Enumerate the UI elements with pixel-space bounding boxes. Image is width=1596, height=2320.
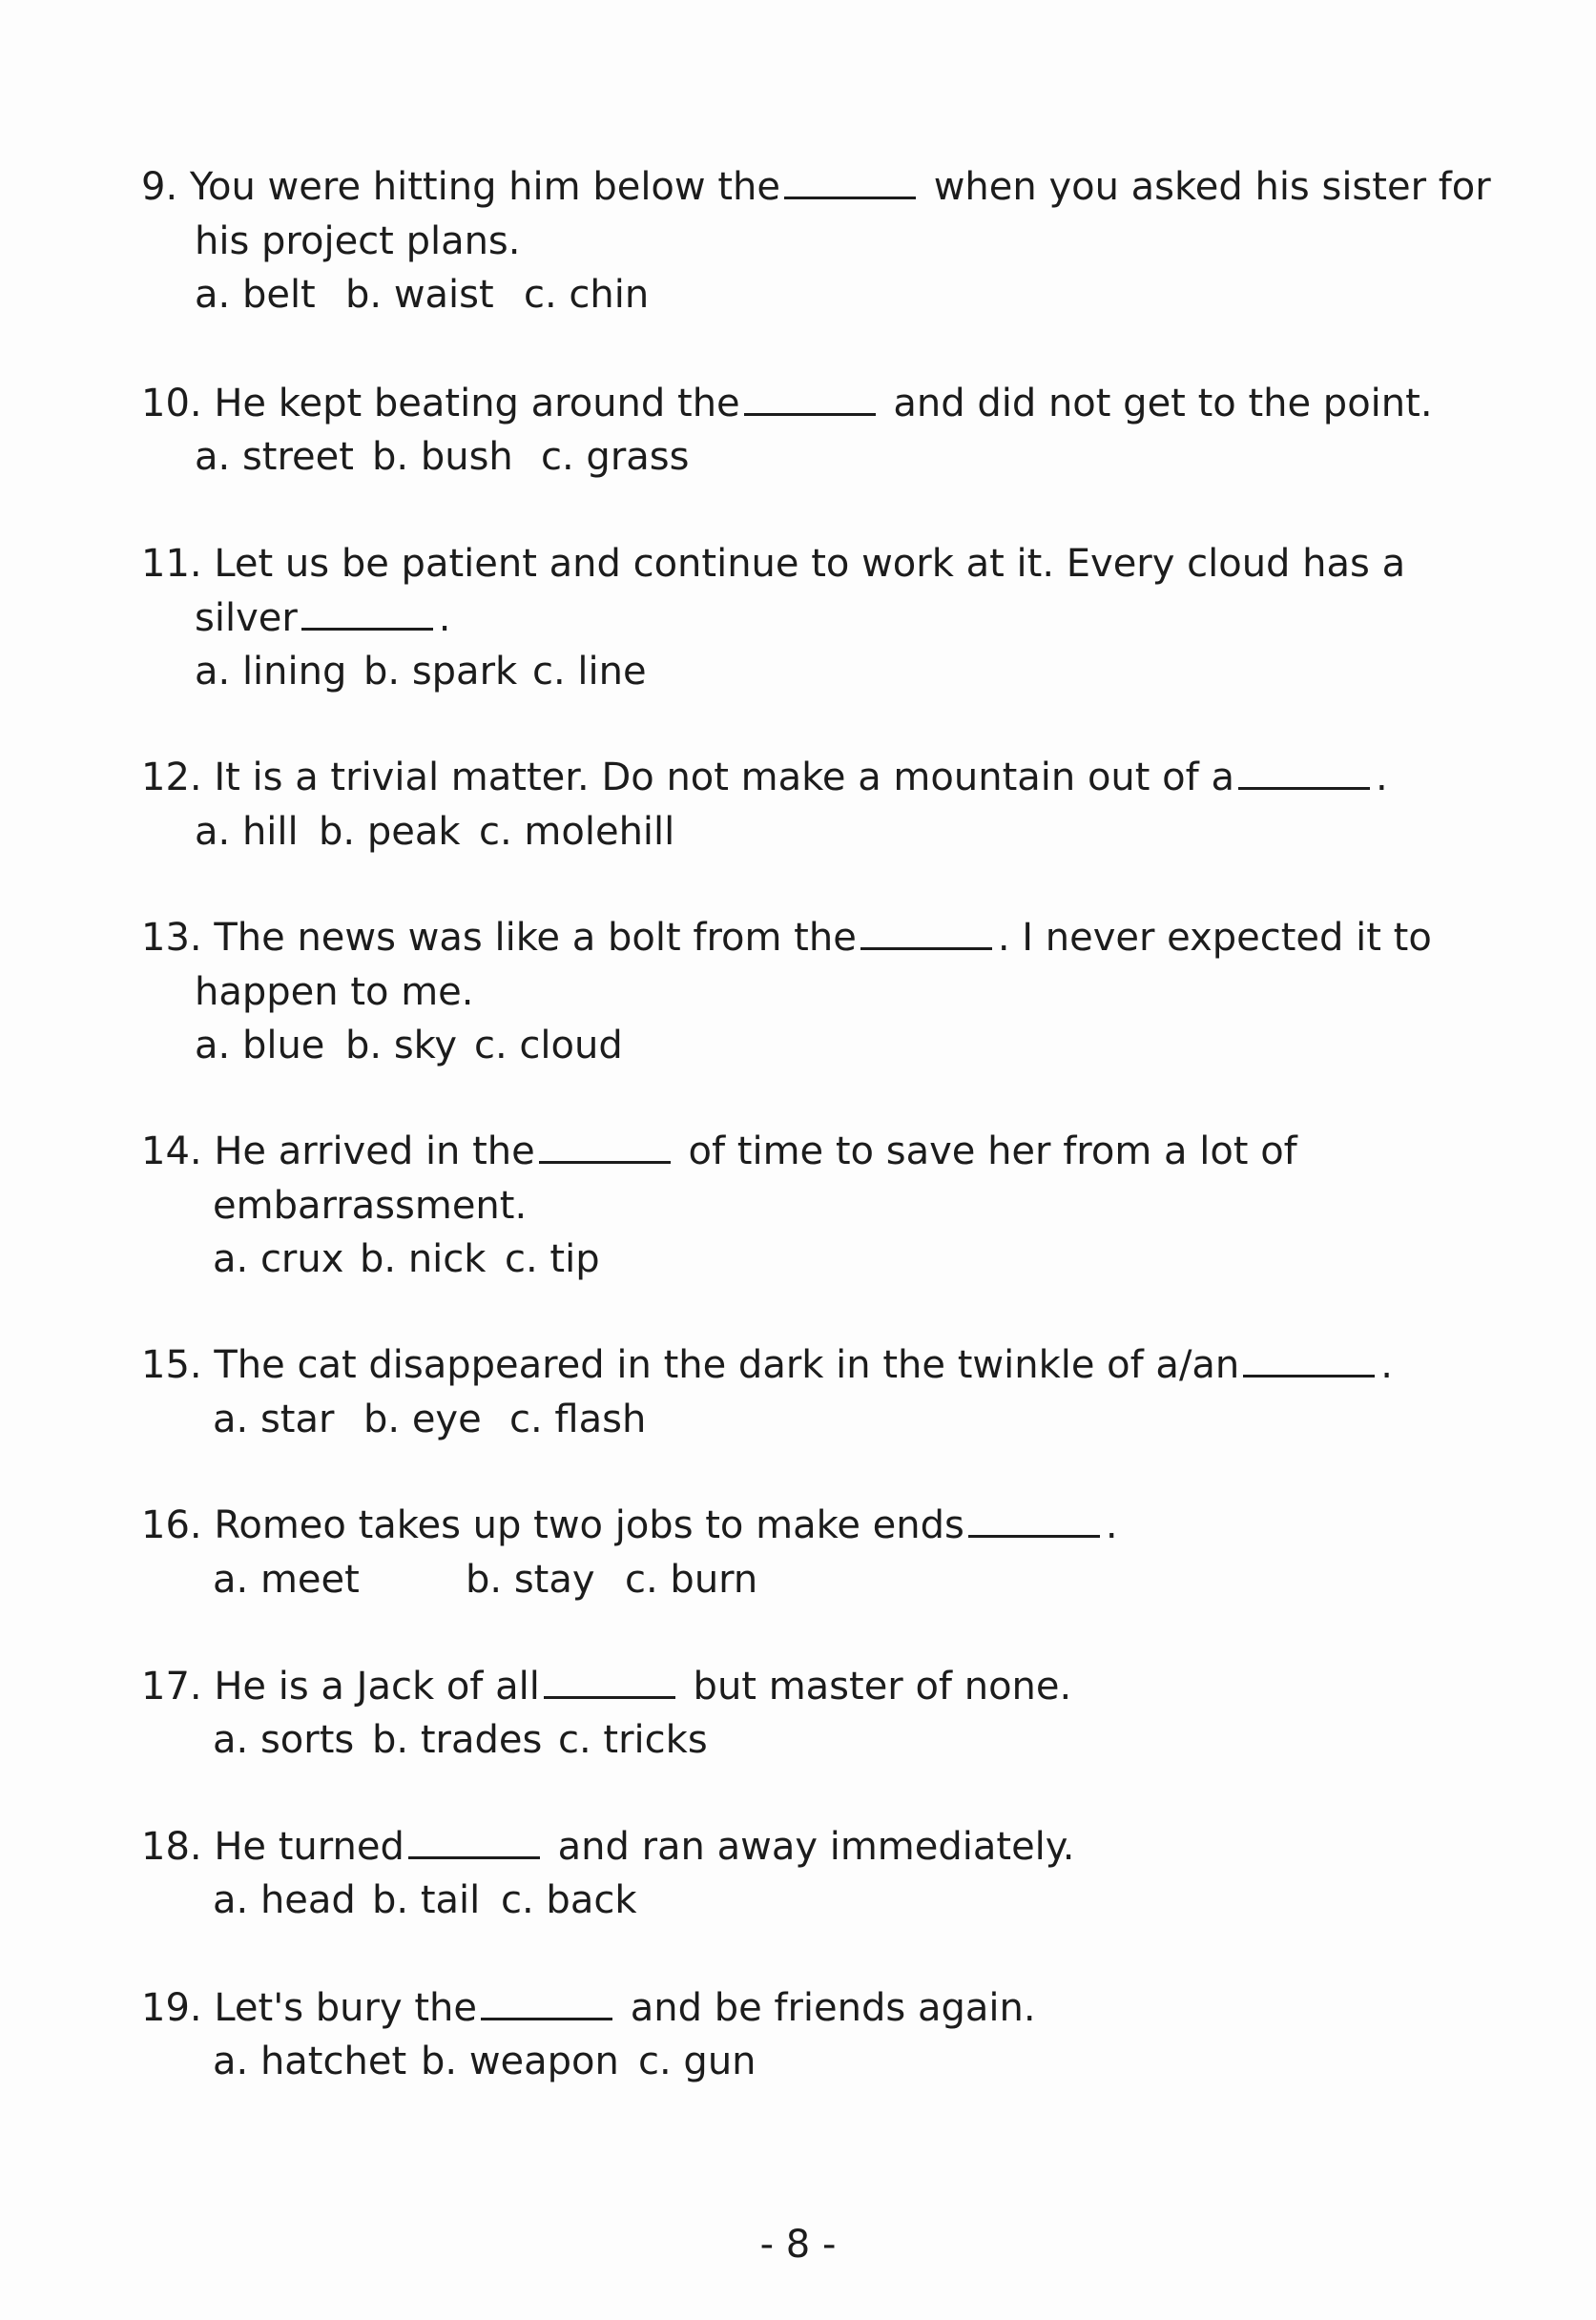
option-c[interactable]: c. line [532,650,647,694]
option-c[interactable]: c. tricks [558,1718,708,1762]
option-b[interactable]: b. trades [372,1718,543,1762]
question-text [141,377,1433,431]
question-number: 11. [141,542,202,586]
question-stem: He kept beating around the [214,382,740,425]
question-stem: Let's bury the [214,1986,477,2030]
question-stem-end: . [1380,1343,1394,1387]
answer-blank[interactable] [408,1822,540,1859]
question-number: 16. [141,1503,202,1547]
question-number: 18. [141,1825,202,1869]
option-c[interactable]: c. gun [638,2040,757,2083]
question-number: 17. [141,1665,202,1709]
question-continuation [195,591,451,646]
option-a[interactable]: a. hatchet [213,2040,407,2083]
question-stem-end: . I never expected it to [997,916,1432,960]
option-c[interactable]: c. chin [524,273,650,317]
question-stem: You were hitting him below the [189,165,780,209]
option-c[interactable]: c. molehill [479,810,675,854]
option-c[interactable]: c. cloud [474,1024,623,1067]
question-stem-end: and ran away immediately. [557,1825,1075,1869]
question-stem-end: . [1105,1503,1118,1547]
question-text [141,1660,1071,1714]
option-a[interactable]: a. sorts [213,1718,355,1762]
option-b[interactable]: b. stay [466,1558,595,1602]
question-number: 9. [141,165,178,209]
option-b[interactable]: b. weapon [421,2040,619,2083]
question-text [141,751,1388,805]
question-text [141,1499,1118,1553]
option-a[interactable]: a. hill [195,810,299,854]
answer-blank[interactable] [744,379,876,416]
answer-blank[interactable] [539,1127,671,1164]
question-continuation: happen to me. [195,970,474,1014]
answer-blank[interactable] [860,913,992,950]
option-a[interactable]: a. belt [195,273,316,317]
answer-blank[interactable] [784,162,916,199]
question-stem-end: and be friends again. [630,1986,1036,2030]
question-stem: He arrived in the [214,1129,535,1173]
page-number: - 8 - [759,2223,837,2267]
question-stem: He is a Jack of all [214,1665,540,1709]
option-c[interactable]: c. burn [625,1558,758,1602]
option-a[interactable]: a. lining [195,650,347,694]
question-number: 19. [141,1986,202,2030]
answer-blank[interactable] [1238,753,1370,790]
question-stem: Let us be patient and continue to work at it. Every cloud has a [214,542,1406,586]
option-b[interactable]: b. waist [345,273,494,317]
question-stem-end: but master of none. [693,1665,1072,1709]
question-stem-end: of time to save her from a lot of [688,1129,1297,1173]
question-continuation: embarrassment. [213,1184,528,1228]
question-text [141,911,1432,965]
option-c[interactable]: c. grass [541,435,690,479]
question-text [141,1125,1297,1179]
question-continuation: his project plans. [195,219,521,263]
option-b[interactable]: b. tail [372,1878,481,1922]
option-a[interactable]: a. blue [195,1024,325,1067]
question-number: 15. [141,1343,202,1387]
answer-blank[interactable] [1243,1340,1375,1378]
answer-blank[interactable] [968,1501,1100,1538]
option-b[interactable]: b. peak [319,810,461,854]
option-b[interactable]: b. sky [345,1024,458,1067]
option-b[interactable]: b. eye [363,1398,482,1441]
question-stem-end: . [438,596,451,640]
option-b[interactable]: b. nick [360,1237,487,1281]
question-stem: Romeo takes up two jobs to make ends [214,1503,964,1547]
question-text [141,537,1405,591]
option-a[interactable]: a. street [195,435,354,479]
answer-blank[interactable] [544,1662,675,1699]
answer-blank[interactable] [481,1983,612,2020]
question-stem-end: . [1375,756,1388,799]
question-stem: It is a trivial matter. Do not make a mountain out of a [214,756,1234,799]
question-stem-end: when you asked his sister for [933,165,1491,209]
option-c[interactable]: c. tip [505,1237,600,1281]
option-a[interactable]: a. head [213,1878,356,1922]
option-a[interactable]: a. crux [213,1237,344,1281]
option-b[interactable]: b. bush [372,435,513,479]
question-stem: He turned [214,1825,404,1869]
question-text [141,1820,1074,1875]
question-number: 13. [141,916,202,960]
question-number: 14. [141,1129,202,1173]
question-stem-cont: silver [195,596,298,640]
option-b[interactable]: b. spark [363,650,518,694]
question-stem-end: and did not get to the point. [893,382,1433,425]
option-c[interactable]: c. flash [509,1398,647,1441]
question-stem: The cat disappeared in the dark in the twinkle of a/an [214,1343,1240,1387]
option-c[interactable]: c. back [501,1878,637,1922]
question-text [141,1338,1393,1393]
answer-blank[interactable] [301,593,433,631]
question-text [141,1981,1036,2036]
question-number: 12. [141,756,202,799]
option-a[interactable]: a. star [213,1398,335,1441]
question-number: 10. [141,382,202,425]
option-a[interactable]: a. meet [213,1558,360,1602]
question-stem: The news was like a bolt from the [214,916,857,960]
question-text [141,160,1491,215]
